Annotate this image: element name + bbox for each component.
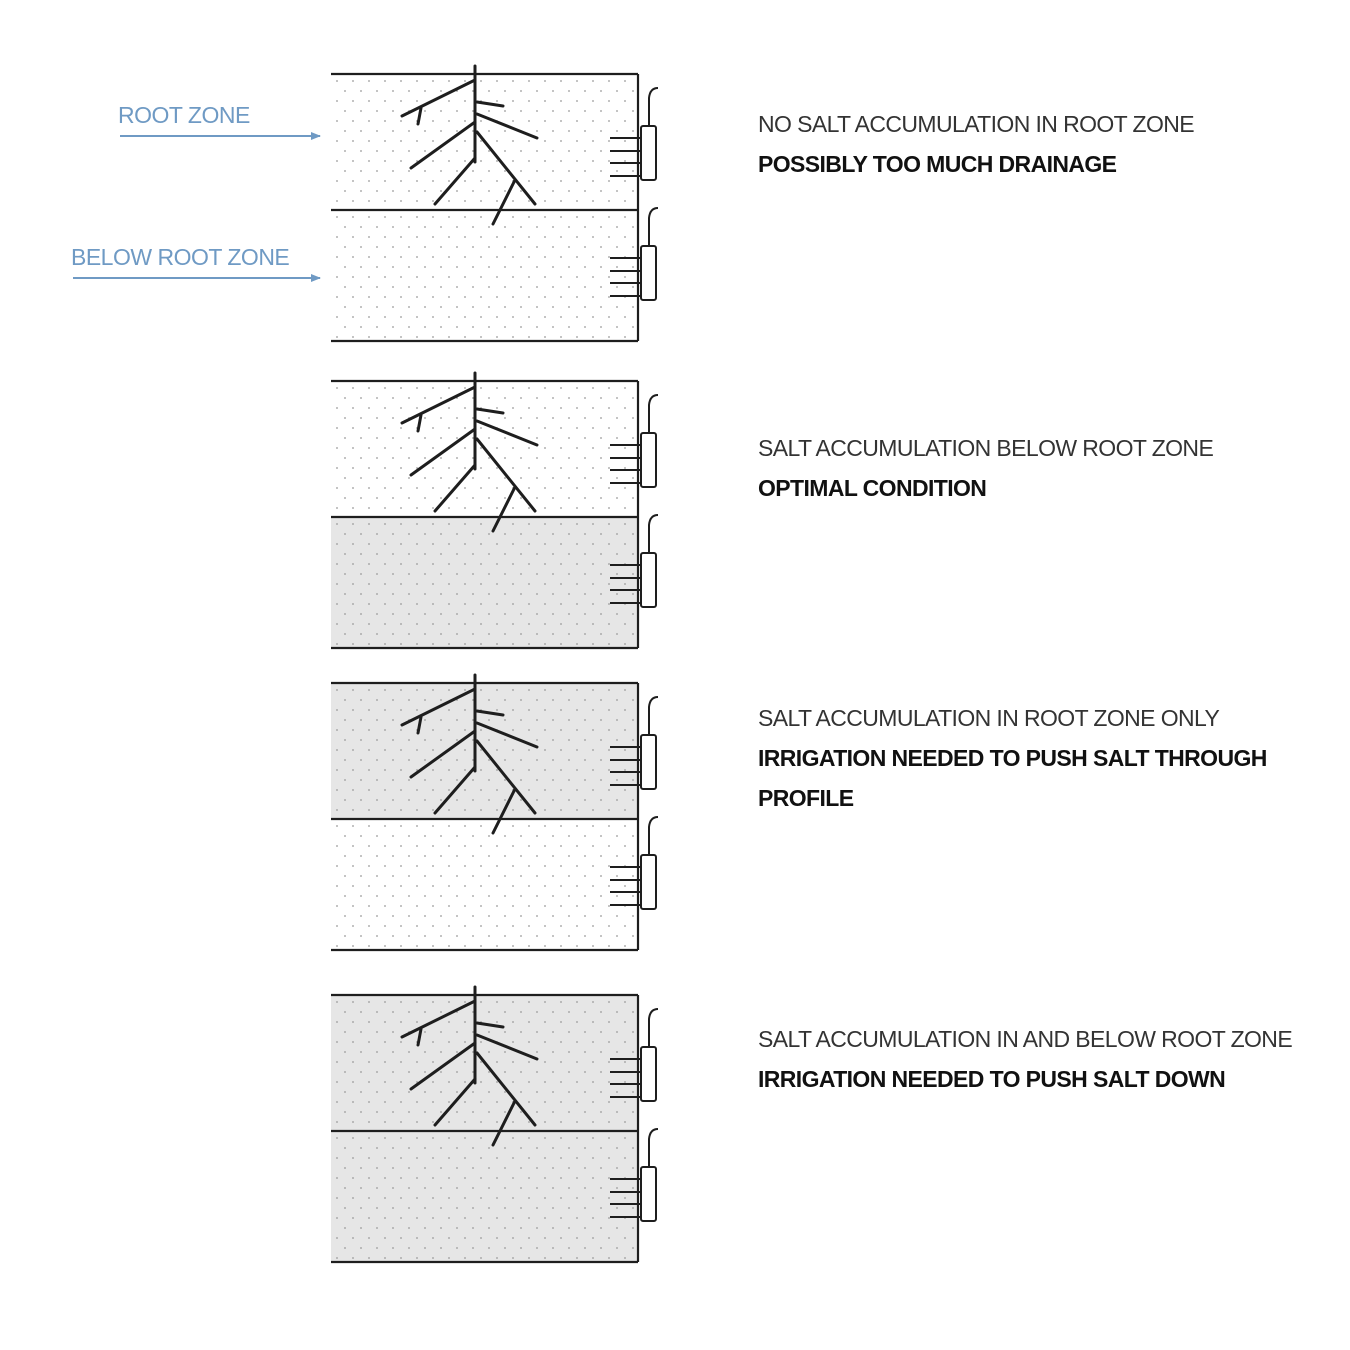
panel-3-status: SALT ACCUMULATION IN ROOT ZONE ONLY (758, 705, 1220, 731)
panel-4-text (758, 1019, 1338, 1099)
below-root-zone-label: BELOW ROOT ZONE (71, 244, 290, 270)
soil-panel-4 (331, 987, 658, 1262)
panel-1-advice: POSSIBLY TOO MUCH DRAINAGE (758, 151, 1117, 177)
root-zone-label: ROOT ZONE (118, 102, 250, 128)
below-root-zone-band (331, 1131, 638, 1262)
panel-3-advice: IRRIGATION NEEDED TO PUSH SALT THROUGH PROFILE (758, 745, 1267, 811)
below-root-zone-band (331, 517, 638, 648)
panel-1-text (758, 104, 1338, 184)
panel-4-status: SALT ACCUMULATION IN AND BELOW ROOT ZONE (758, 1026, 1293, 1052)
panel-2-advice: OPTIMAL CONDITION (758, 475, 987, 501)
below-root-zone-band (331, 210, 638, 341)
panel-1-status: NO SALT ACCUMULATION IN ROOT ZONE (758, 111, 1195, 137)
soil-panel-2 (331, 373, 658, 648)
soil-panel-1 (331, 66, 658, 341)
panel-2-status: SALT ACCUMULATION BELOW ROOT ZONE (758, 435, 1214, 461)
soil-panel-3 (331, 675, 658, 950)
panel-2-text (758, 428, 1338, 508)
panel-3-text (758, 698, 1338, 818)
below-root-zone-band (331, 819, 638, 950)
panel-4-advice: IRRIGATION NEEDED TO PUSH SALT DOWN (758, 1066, 1226, 1092)
